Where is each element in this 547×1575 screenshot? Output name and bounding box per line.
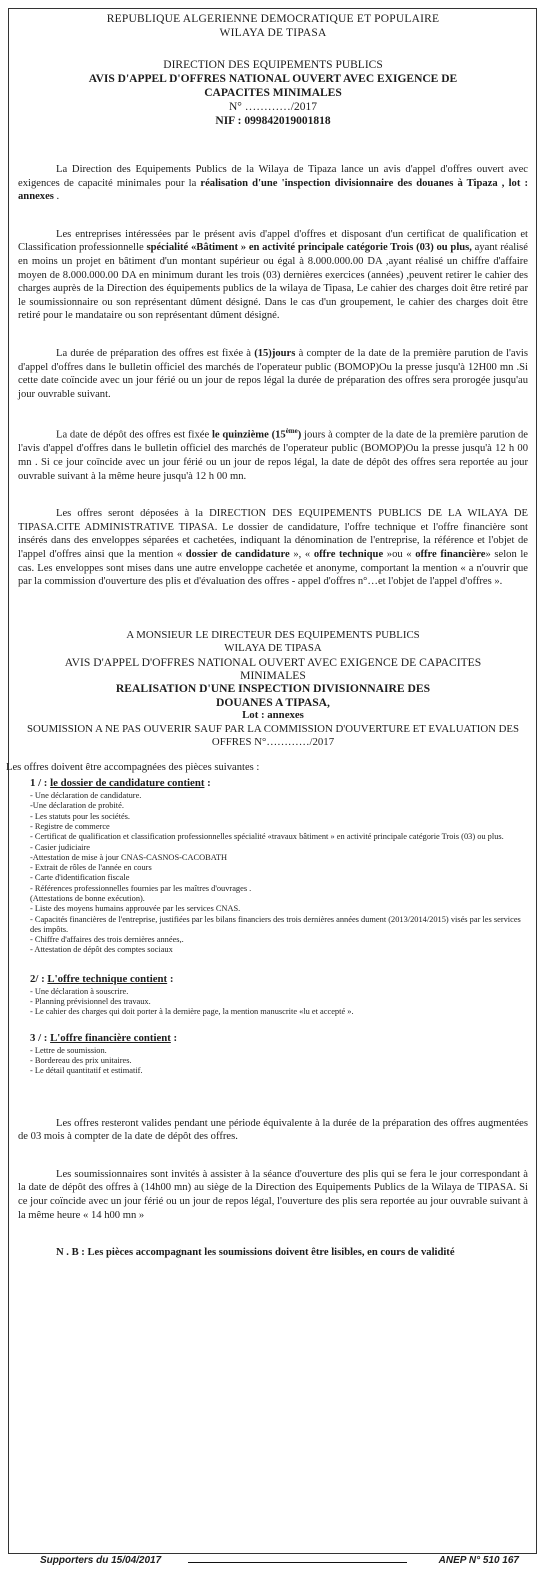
envelope-addressee: A MONSIEUR LE DIRECTEUR DES EQUIPEMENTS PUBLICS xyxy=(126,628,420,641)
list-item: -Une déclaration de probité. xyxy=(30,801,124,811)
avis-number: N° …………/2017 xyxy=(229,101,317,113)
section-candidature-colon: : xyxy=(204,777,211,790)
duration-days: (15)jours xyxy=(254,347,296,359)
footer-source: Supporters du 15/04/2017 xyxy=(40,1555,162,1566)
footer-rule xyxy=(188,1562,407,1563)
section-financiere-title xyxy=(30,1032,528,1044)
envelope-wilaya: WILAYA DE TIPASA xyxy=(224,642,322,655)
list-item: - Le détail quantitatif et estimatif. xyxy=(30,1066,143,1076)
section-candidature-title xyxy=(30,777,528,789)
list-item: - Carte d'identification fiscale xyxy=(30,873,130,883)
section-financiere xyxy=(30,1032,528,1077)
list-item: -Attestation de mise à jour CNAS-CASNOS-CACOBATH xyxy=(30,852,228,862)
section-technique-colon: : xyxy=(167,972,174,985)
paragraph-intro xyxy=(18,163,528,204)
paragraph-validity: Les offres resteront valides pendant une période équivalente à la durée de la préparation des offres augmentées de 03 mois à compter de la date de dépôt des offres. xyxy=(18,1117,528,1143)
submission-sep2: »ou « xyxy=(383,549,416,560)
list-item: - Le cahier des charges qui doit porter à la dernière page, la mention manuscrite «lu et accepté ». xyxy=(30,1007,354,1017)
section-technique-title xyxy=(30,973,528,985)
envelope-warning: SOUMISSION A NE PAS OUVERIR SAUF PAR LA COMMISSION D'OUVERTURE ET EVALUATION DES OFFRES N°…………/2017 xyxy=(26,722,520,749)
footer xyxy=(8,1553,537,1571)
list-item: - Casier judiciaire xyxy=(30,842,90,852)
direction-line: DIRECTION DES EQUIPEMENTS PUBLICS xyxy=(163,59,383,71)
section-financiere-number: 3 / : xyxy=(30,1031,51,1044)
list-item: - Liste des moyens humains approuvée par les services CNAS. xyxy=(30,904,241,914)
list-item: - Planning prévisionnel des travaux. xyxy=(30,997,151,1007)
list-item: (Attestations de bonne exécution). xyxy=(30,894,145,903)
list-item: - Capacités financières de l'entreprise, justifiées par les bilans financiers des trois dernières années dument (2013/2014/2015) visés par les services des impôts. xyxy=(30,914,521,934)
section-candidature-heading: le dossier de candidature contient xyxy=(50,777,205,790)
deposit-text: La date de dépôt des offres est fixée xyxy=(56,429,212,441)
mention-technique: offre technique xyxy=(313,549,384,560)
paragraph-submission xyxy=(18,507,528,589)
duration-rest: à compter de la date de la première parution de l'avis d'appel d'offres dans le bulletin officiel des marchés de l'operateur public (BOMOP)Ou la presse jusqu'à 12H00 mn .Si cette date coïncide avec un jour férié ou un jour de repos légal la durée de préparation des offres sera prorogée jusqu'au jour ouvrable suivant. xyxy=(18,347,529,400)
eligibility-rest: ayant réalisé en moins un projet en bâtiment d'un montant supérieur ou égal à 8.000.000.00 DA ,ayant réalisé un chiffre d'affaire moyen de 8.000.000.00 DA en minimum durant les trois (03) dernières exercices (années) ,peuvent retirer le cahier des charges auprès de la Direction des équipements publics de la wilaya de Tipasa, Le cahier des charges doit être retiré par le soumissionnaire ou son représentant dûment désigné. Dans le cas d'un groupement, le cahier des charges doit être retiré pour le mandataire ou son représentant dûment désigné. xyxy=(18,242,529,322)
list-item: - Bordereau des prix unitaires. xyxy=(30,1055,132,1065)
envelope-label xyxy=(18,629,528,750)
envelope-lot: Lot : annexes xyxy=(242,709,304,722)
list-item: - Une déclaration à souscrire. xyxy=(30,986,129,996)
paragraph-deposit-date xyxy=(18,425,528,483)
section-candidature xyxy=(30,777,528,956)
section-financiere-heading: L'offre financière contient xyxy=(50,1031,171,1044)
deposit-close: ) xyxy=(297,429,302,441)
envelope-project: REALISATION D'UNE INSPECTION DIVISIONNAIRE DES DOUANES A TIPASA, xyxy=(115,682,431,709)
financiere-list xyxy=(30,1046,528,1077)
nif-line: NIF : 099842019001818 xyxy=(215,115,331,127)
eligibility-specialty: spécialité «Bâtiment » en activité principale catégorie Trois (03) ou plus, xyxy=(146,242,472,254)
list-item: - Certificat de qualification et classification professionnelles spécialité «travaux bâtiment » en activité principale catégorie Trois (03) ou plus. xyxy=(30,832,504,842)
section-technique xyxy=(30,973,528,1018)
paragraph-duration xyxy=(18,347,528,401)
section-technique-heading: L'offre technique contient xyxy=(47,972,168,985)
document-body xyxy=(6,12,529,1260)
list-item: - Références professionnelles fournies par les maîtres d'ouvrages . xyxy=(30,883,252,893)
project-name: réalisation d'une 'inspection divisionnaire des douanes à Tipaza , lot : annexes xyxy=(18,177,528,203)
list-item: - Registre de commerce xyxy=(30,821,110,831)
deposit-day: le quinzième (15 xyxy=(211,429,286,441)
footer-reference: ANEP N° 510 167 xyxy=(438,1555,519,1566)
section-candidature-number: 1 / : xyxy=(30,777,51,790)
list-item: - Lettre de soumission. xyxy=(30,1045,107,1055)
list-item: - Une déclaration de candidature. xyxy=(30,791,142,801)
envelope-avis: AVIS D'APPEL D'OFFRES NATIONAL OUVERT AVEC EXIGENCE DE CAPACITES MINIMALES xyxy=(64,655,482,682)
list-item: - Chiffre d'affaires des trois dernières années,. xyxy=(30,935,184,945)
paragraph-eligibility xyxy=(18,228,528,323)
deposit-rest: jours à compter de la date de la première parution de l'avis d'appel d'offres dans le bulletin officiel des marchés de l'operateur public (BOMOP)Ou la presse jusqu'à 12 h 00 mn . Si ce jour coïncide avec un jour férié ou un jour de repos légal, la date de dépôt des offres sera reportée au jour ouvrable suivant à la même heure jusqu'à 12 h 00 mn. xyxy=(18,429,529,482)
nota-bene: N . B : Les pièces accompagnant les soumissions doivent être lisibles, en cours de validité xyxy=(56,1247,455,1259)
submission-text: Les offres seront déposées à la DIRECTION DES EQUIPEMENTS PUBLICS DE LA WILAYA DE TIPASA.CITE ADMINISTRATIVE TIPASA. Le dossier de candidature, l'offre technique et l'offre financière sont insérés dans des enveloppes séparées et cachetées, indiquant la dénomination de l'entreprise, la référence et l'objet de l'appel d'offres ainsi que la mention « xyxy=(18,508,528,560)
section-financiere-colon: : xyxy=(170,1031,178,1044)
eligibility-text: Les entreprises intéressées par le présent avis d'appel d'offres et disposant d'un certificat de qualification et Classification professionnelle xyxy=(18,228,528,254)
pieces-intro: Les offres doivent être accompagnées des pièces suivantes : xyxy=(6,762,260,774)
intro-end: . xyxy=(53,191,60,203)
paragraph-opening: Les soumissionnaires sont invités à assister à la séance d'ouverture des plis qui se fera le jour correspondant à la date de dépôt des offres à (14h00 mn) au siège de la Direction des Equipements Publics de la Wilaya de TIPASA. Si ce jour coïncide avec un jour férié ou un jour de repos légal, l'ouverture des plis sera reportée au jour ouvrable suivant à la même heure « 14 h00 mn » xyxy=(18,1168,528,1221)
duration-text: La durée de préparation des offres est fixée à xyxy=(56,347,255,359)
section-technique-number: 2/ : xyxy=(30,972,48,985)
deposit-sup: ème xyxy=(285,427,298,436)
mention-financiere: offre financière xyxy=(415,549,486,560)
republic-header xyxy=(18,12,528,40)
direction-header xyxy=(18,58,528,128)
list-item: - Les statuts pour les sociétés. xyxy=(30,811,131,821)
list-item: - Attestation de dépôt des comptes sociaux xyxy=(30,945,173,955)
submission-sep1: », « xyxy=(289,549,314,560)
submission-rest: » selon le cas. Les enveloppes sont mises dans une autre enveloppe cachetée et anonyme, comportant la mention « a n'ouvrir que par la commission d'ouverture des plis et d'évaluation des offres - appel d'offres n°…et l'objet de l'appel d'offres ». xyxy=(18,549,529,588)
list-item: - Extrait de rôles de l'année en cours xyxy=(30,863,152,873)
wilaya-line: WILAYA DE TIPASA xyxy=(219,27,327,39)
mention-candidature: dossier de candidature xyxy=(185,549,290,560)
intro-text: La Direction des Equipements Publics de la Wilaya de Tipaza lance un avis d'appel d'offres ouvert avec exigences de capacité minimales pour la xyxy=(18,164,528,189)
avis-title: AVIS D'APPEL D'OFFRES NATIONAL OUVERT AVEC EXIGENCE DE CAPACITES MINIMALES xyxy=(88,73,458,99)
candidature-list xyxy=(30,791,528,956)
republic-line: REPUBLIQUE ALGERIENNE DEMOCRATIQUE ET POPULAIRE xyxy=(106,13,440,25)
technique-list xyxy=(30,987,528,1018)
